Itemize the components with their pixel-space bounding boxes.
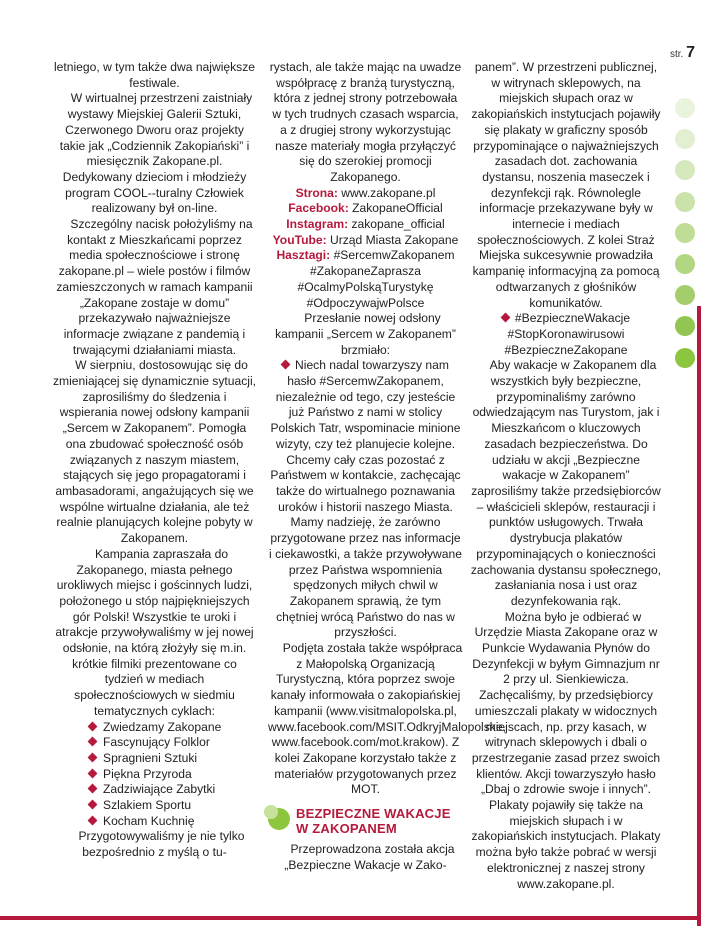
green-dot-icon (675, 160, 695, 180)
circle-bullet-icon (268, 808, 290, 830)
paragraph: Przesłanie nowej odsłony kampanii „Sercem w Zakopanem” brzmiało: (275, 311, 456, 357)
quote-paragraph: Niech nadal towarzyszy nam hasło #SercemwZakopanem, niezależnie od tego, czy jesteście już Państwo z nami w stolicy Polskich Tatr, wspominacie minione wizyty, czy też planujecie kolejne. Chcemy cały czas pozostać z Państwem w kontakcie, zachęcając także do wirtualnego poznawania uroków i historii naszego Miasta. Mamy nadzieję, że zarówno przygotowane przez nas informacje i ciekawostki, a także przywoływane przez Państwa wspomnienia spędzonych miłych chwil w Zakopanem sprawią, że tym chętniej wrócą Państwo do nas w przyszłości. (269, 358, 462, 640)
contact-facebook: Facebook: ZakopaneOfficial (288, 201, 443, 216)
column-1 (53, 60, 256, 861)
paragraph: Podjęta została także współpraca z Małopolską Organizacją Turystyczną, która poprzez swoje kanały informowała o zakopiańskiej kampanii (www.visitmalopolska.pl, www.facebook.com/MSIT.OdkryjMalopolske, www.facebook.com/mot.krakow). Z kolei Zakopane korzystało także z materiałów przygotowanych przez MOT. (268, 641, 506, 797)
diamond-bullet-icon (88, 752, 98, 762)
list-item: Spragnieni Sztuki (53, 751, 256, 767)
diamond-bullet-icon (281, 360, 291, 370)
list-item: Zadziwiające Zabytki (53, 782, 256, 798)
hashtag-paragraph: #BezpieczneWakacje #StopKoronawirusowi #BezpieczneZakopane (470, 311, 662, 358)
column-3 (470, 60, 662, 892)
red-horizontal-rule (0, 916, 701, 920)
paragraph: Przygotowywaliśmy je nie tylko bezpośrednio z myślą o tu- (78, 829, 245, 860)
hashtags: Hasztagi: #SercemwZakopanem #ZakopaneZaprasza #OcalmyPolskąTurystykę #OdpoczywajwPolsce (276, 248, 455, 310)
red-vertical-rule (697, 306, 701, 926)
diamond-bullet-icon (88, 768, 98, 778)
paragraph: Kampania zapraszała do Zakopanego, miasta pełnego urokliwych miejsc i gościnnych ludzi, położonego u stóp najpiękniejszych gór Polski! Wszystkie te uroki i atrakcje przywoływaliśmy w jej nowej odsłonie, na którą złożyły się m.in. krótkie filmiki prezentowane co tydzień w mediach społecznościowych w siedmiu tematycznych cyklach: (55, 546, 254, 718)
list-item: Szlakiem Sportu (53, 798, 256, 814)
decorative-dots (675, 98, 695, 379)
paragraph: Przeprowadzona została akcja „Bezpieczne Wakacje w Zako- (284, 842, 455, 872)
list-item: Kocham Kuchnię (53, 814, 256, 830)
diamond-bullet-icon (88, 815, 98, 825)
paragraph: letniego, w tym także dwa największe festiwale. (54, 60, 255, 90)
list-item: Fascynujący Folklor (53, 735, 256, 751)
diamond-bullet-icon (88, 784, 98, 794)
paragraph: W sierpniu, dostosowując się do zmieniającej się dynamicznie sytuacji, zaprosiliśmy do śledzenia i wspierania nowej odsłony kampanii „Sercem w Zakopanem”. Pomogła ona zbudować społeczność osób związanych z naszym miastem, stających się jego propagatorami i ambasadorami, angażujących się we wspólne wirtualne działania, ale też realnie planujących kolejne pobyty w Zakopanem. (53, 358, 256, 546)
green-dot-icon (675, 254, 695, 274)
list-item: Piękna Przyroda (53, 767, 256, 783)
paragraph: panem”. W przestrzeni publicznej, w witrynach sklepowych, na miejskich słupach oraz w zakopiańskich instytucjach pojawiły się plakaty w graficzny sposób przypominające o najważniejszych zasadach dot. zachowania dystansu, noszenia maseczek i dezynfekcji rąk. Równolegle informacje przekazywane były w internecie i mediach społecznościowych. Z kolei Straż Miejska sukcesywnie prowadziła kampanię informacyjną za pomocą odtwarzanych z głośników komunikatów. (471, 60, 661, 310)
green-dot-icon (675, 129, 695, 149)
list-item: Zwiedzamy Zakopane (53, 720, 256, 736)
series-list (53, 720, 256, 830)
green-dot-icon (675, 348, 695, 368)
diamond-bullet-icon (88, 800, 98, 810)
diamond-bullet-icon (88, 737, 98, 747)
green-dot-icon (675, 98, 695, 118)
green-dot-icon (675, 192, 695, 212)
diamond-bullet-icon (88, 721, 98, 731)
paragraph: Aby wakacje w Zakopanem dla wszystkich były bezpieczne, przypominaliśmy zarówno odwiedzającym nas Turystom, jak i Mieszkańcom o kluczowych zasadach bezpieczeństwa. Do udziału w akcji „Bezpieczne wakacje w Zakopanem” zaprosiliśmy także przedsiębiorców – właścicieli sklepów, restauracji i punktów usługowych. Trwała dystrybucja plakatów przypominających o konieczności zachowania dystansu społecznego, zasłaniania nosa i ust oraz dezynfekowania rąk. (470, 358, 662, 608)
contact-instagram: Instagram: zakopane_official (286, 217, 445, 232)
page-number-label: str. (670, 49, 684, 60)
paragraph: Szczególny nacisk położyliśmy na kontakt z Mieszkańcami poprzez media społecznościowe i stronę zakopane.pl – wiele postów i filmów zamieszczonych w ramach kampanii „Zakopane zostaje w domu” przekazywało najważniejsze informacje związane z pandemią i trwającymi działaniami miasta. (56, 217, 253, 357)
paragraph: W wirtualnej przestrzeni zaistniały wystawy Miejskiej Galerii Sztuki, Czerwonego Dworu oraz projekty takie jak „Codziennik Zakopiański” i miesięcznik Zakopane.pl. Dedykowany dzieciom i młodzieży program COOL--turalny Człowiek realizowany był on-line. (59, 91, 253, 216)
section-heading (268, 806, 463, 836)
green-dot-icon (675, 285, 695, 305)
column-2 (268, 60, 506, 873)
paragraph: Można było je odbierać w Urzędzie Miasta Zakopane oraz w Punkcie Wydawania Płynów do Dezynfekcji w byłym Gimnazjum nr 2 przy ul. Sienkiewicza. Zachęcaliśmy, by przedsiębiorcy umieszczali plakaty w widocznych miejscach, np. przy kasach, w witrynach sklepowych i dbali o przestrzeganie zasad przez swoich klientów. Akcji towarzyszyło hasło „Dbaj o zdrowie swoje i innych”. Plakaty pojawiły się także na miejskich słupach i w zakopiańskich instytucjach. Plakaty można było także pobrać w wersji elektronicznej z naszej strony www.zakopane.pl. (471, 609, 661, 891)
contact-youtube: YouTube: Urząd Miasta Zakopane (272, 232, 459, 247)
contact-website: Strona: www.zakopane.pl (295, 185, 436, 200)
diamond-bullet-icon (500, 313, 510, 323)
section-heading-text: BEZPIECZNE WAKACJE W ZAKOPANEM (296, 806, 451, 837)
page-number-value: 7 (686, 44, 696, 61)
page-number (670, 44, 695, 62)
paragraph: rystach, ale także mając na uwadze współpracę z branżą turystyczną, która z jednej strony potrzebowała w tych trudnych czasach wsparcia, a z drugiej strony wykorzystując nasze materiały mogła przyłączyć się do szerokiej promocji Zakopanego. (269, 60, 462, 184)
green-dot-icon (675, 316, 695, 336)
green-dot-icon (675, 223, 695, 243)
